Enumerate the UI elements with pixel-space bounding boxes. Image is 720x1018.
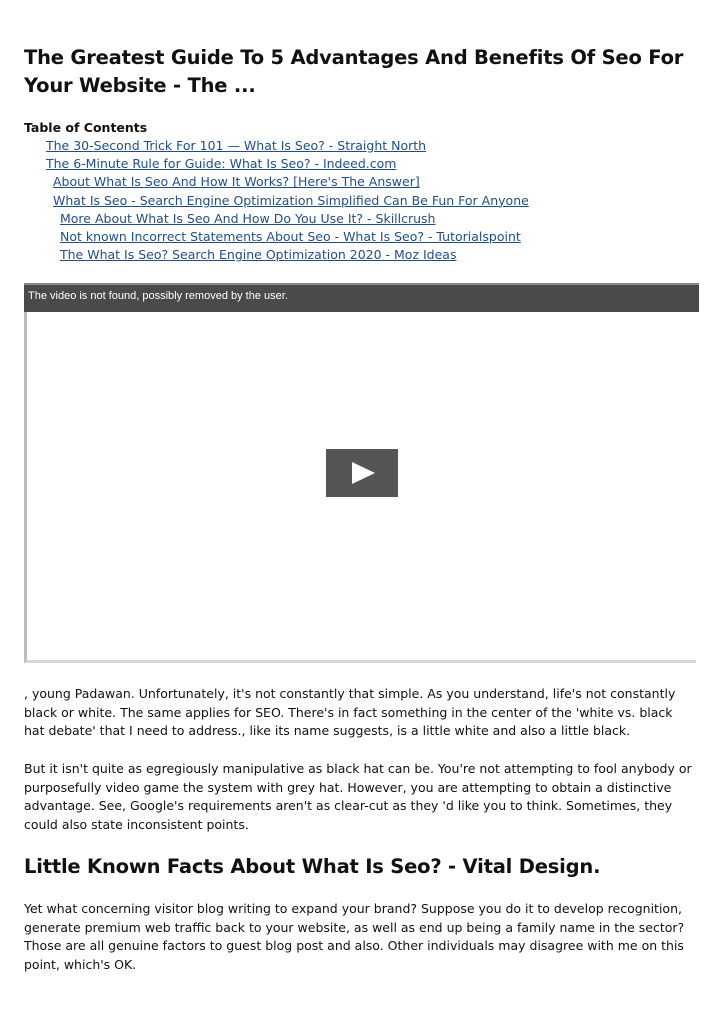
body-paragraph: Yet what concerning visitor blog writing to expand your brand? Suppose you do it to develop recognition, generate premium web traffic back to your website, as well as end up being a family name in the sector? Those are all genuine factors to guest blog post and also. Other individuals may disagree with me on this point, which's OK. bbox=[24, 901, 685, 972]
toc-link[interactable]: Not known Incorrect Statements About Seo - What Is Seo? - Tutorialspoint bbox=[60, 228, 521, 244]
toc-item bbox=[24, 155, 529, 173]
body-paragraph: But it isn't quite as egregiously manipulative as black hat can be. You're not attempting to fool anybody or purposefully video game the system with grey hat. However, you are attempting to obtain a distinctive advantage. See, Google's requirements aren't as clear-cut as they 'd like you to think. Sometimes, they could also state inconsistent points. bbox=[24, 761, 692, 832]
toc-link[interactable]: More About What Is Seo And How Do You Use It? - Skillcrush bbox=[60, 210, 436, 226]
toc-item bbox=[24, 210, 529, 228]
body-paragraph: , young Padawan. Unfortunately, it's not constantly that simple. As you understand, life's not constantly black or white. The same applies for SEO. There's in fact something in the center of the 'white vs. black hat debate' that I need to address., like its name suggests, is a little white and also a little black. bbox=[24, 686, 676, 738]
toc-link[interactable]: The 6-Minute Rule for Guide: What Is Seo? - Indeed.com bbox=[46, 156, 397, 172]
toc-heading: Table of Contents bbox=[24, 120, 148, 135]
toc-link[interactable]: The What Is Seo? Search Engine Optimization 2020 - Moz Ideas bbox=[60, 247, 457, 263]
video-error-message: The video is not found, possibly removed by the user. bbox=[28, 290, 288, 302]
play-icon bbox=[352, 462, 375, 484]
toc-item bbox=[24, 137, 529, 155]
toc-link[interactable]: The 30-Second Trick For 101 — What Is Seo? - Straight North bbox=[46, 138, 427, 153]
toc-item bbox=[24, 246, 529, 264]
toc-link[interactable]: About What Is Seo And How It Works? [Here's The Answer] bbox=[53, 174, 420, 190]
toc-item bbox=[24, 192, 529, 210]
table-of-contents bbox=[24, 137, 529, 264]
page-title: The Greatest Guide To 5 Advantages And Benefits Of Seo For Your Website - The ... bbox=[24, 46, 684, 97]
video-title-bar bbox=[24, 283, 699, 312]
toc-item bbox=[24, 228, 529, 246]
toc-item bbox=[24, 173, 529, 191]
play-button[interactable] bbox=[326, 449, 398, 497]
video-player[interactable] bbox=[24, 283, 696, 663]
section-heading: Little Known Facts About What Is Seo? - Vital Design. bbox=[24, 855, 601, 878]
toc-link[interactable]: What Is Seo - Search Engine Optimization Simplified Can Be Fun For Anyone bbox=[53, 192, 529, 208]
